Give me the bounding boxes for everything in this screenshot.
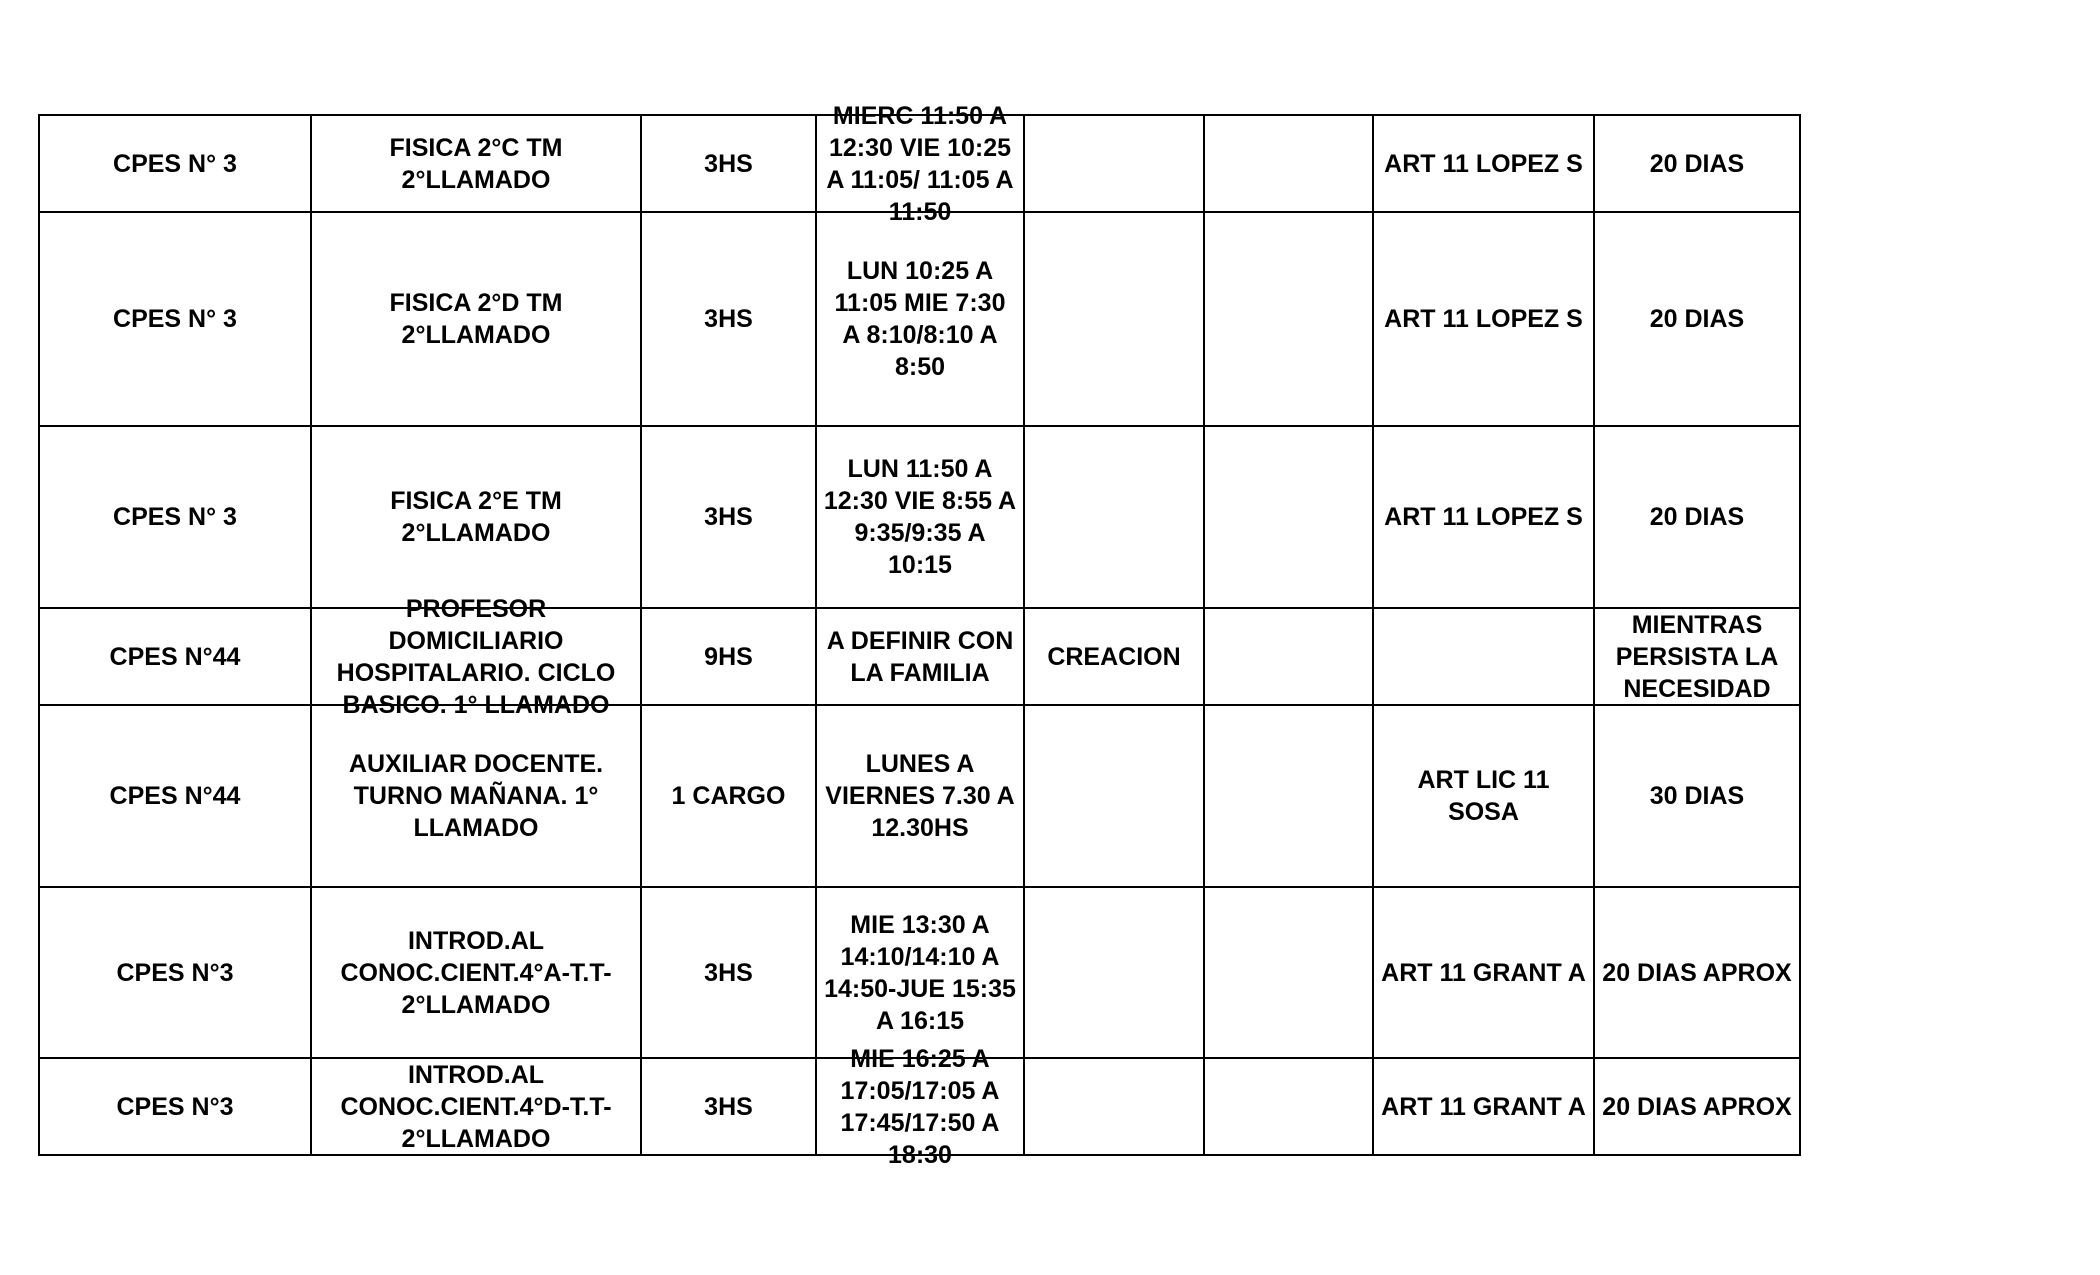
hours-cell: 3HS [641,212,816,426]
table-row [39,608,1800,705]
hours-cell: 3HS [641,1058,816,1155]
article-cell: ART 11 LOPEZ S [1373,115,1594,212]
schedule-cell: LUN 11:50 A 12:30 VIE 8:55 A 9:35/9:35 A 10:15 [816,426,1024,608]
reason-cell [1024,426,1204,608]
article-cell: ART 11 GRANT A [1373,1058,1594,1155]
duration-cell: 20 DIAS [1594,212,1800,426]
table-row [39,705,1800,887]
blank-cell [1204,426,1373,608]
subject-cell: INTROD.AL CONOC.CIENT.4°A-T.T-2°LLAMADO [311,887,641,1058]
reason-cell: CREACION [1024,608,1204,705]
reason-cell [1024,212,1204,426]
duration-cell: 20 DIAS APROX [1594,1058,1800,1155]
schedule-cell: A DEFINIR CON LA FAMILIA [816,608,1024,705]
school-cell: CPES N°3 [39,1058,311,1155]
table-row [39,115,1800,212]
duration-cell: 20 DIAS [1594,115,1800,212]
table-row [39,1058,1800,1155]
table-row [39,887,1800,1058]
blank-cell [1204,608,1373,705]
article-cell: ART 11 GRANT A [1373,887,1594,1058]
school-cell: CPES N°3 [39,887,311,1058]
article-cell: ART LIC 11 SOSA [1373,705,1594,887]
school-cell: CPES N° 3 [39,115,311,212]
blank-cell [1204,115,1373,212]
reason-cell [1024,1058,1204,1155]
blank-cell [1204,212,1373,426]
reason-cell [1024,887,1204,1058]
hours-cell: 9HS [641,608,816,705]
blank-cell [1204,887,1373,1058]
blank-cell [1204,1058,1373,1155]
blank-cell [1204,705,1373,887]
school-cell: CPES N°44 [39,705,311,887]
reason-cell [1024,115,1204,212]
table-body [39,101,1800,1169]
hours-cell: 3HS [641,426,816,608]
hours-cell: 3HS [641,115,816,212]
schedule-cell: MIERC 11:50 A 12:30 VIE 10:25 A 11:05/ 11:05 A 11:50 [816,115,1024,212]
subject-cell: FISICA 2°E TM 2°LLAMADO [311,426,641,608]
table-row [39,212,1800,426]
duration-cell: 20 DIAS APROX [1594,887,1800,1058]
school-cell: CPES N° 3 [39,426,311,608]
article-cell: ART 11 LOPEZ S [1373,212,1594,426]
article-cell [1373,608,1594,705]
subject-cell: INTROD.AL CONOC.CIENT.4°D-T.T-2°LLAMADO [311,1058,641,1155]
school-cell: CPES N°44 [39,608,311,705]
school-cell: CPES N° 3 [39,212,311,426]
schedule-cell: MIE 13:30 A 14:10/14:10 A 14:50-JUE 15:35 A 16:15 [816,887,1024,1058]
schedule-cell: MIE 16:25 A 17:05/17:05 A 17:45/17:50 A 18:30 [816,1058,1024,1155]
article-cell: ART 11 LOPEZ S [1373,426,1594,608]
table-row [39,426,1800,608]
subject-cell: FISICA 2°D TM 2°LLAMADO [311,212,641,426]
duration-cell: 30 DIAS [1594,705,1800,887]
vacancies-table [38,101,1801,1169]
subject-cell: PROFESOR DOMICILIARIO HOSPITALARIO. CICLO BASICO. 1° LLAMADO [311,608,641,705]
hours-cell: 3HS [641,887,816,1058]
subject-cell: AUXILIAR DOCENTE. TURNO MAÑANA. 1° LLAMADO [311,705,641,887]
duration-cell: MIENTRAS PERSISTA LA NECESIDAD [1594,608,1800,705]
schedule-cell: LUNES A VIERNES 7.30 A 12.30HS [816,705,1024,887]
schedule-cell: LUN 10:25 A 11:05 MIE 7:30 A 8:10/8:10 A 8:50 [816,212,1024,426]
subject-cell: FISICA 2°C TM 2°LLAMADO [311,115,641,212]
hours-cell: 1 CARGO [641,705,816,887]
reason-cell [1024,705,1204,887]
duration-cell: 20 DIAS [1594,426,1800,608]
